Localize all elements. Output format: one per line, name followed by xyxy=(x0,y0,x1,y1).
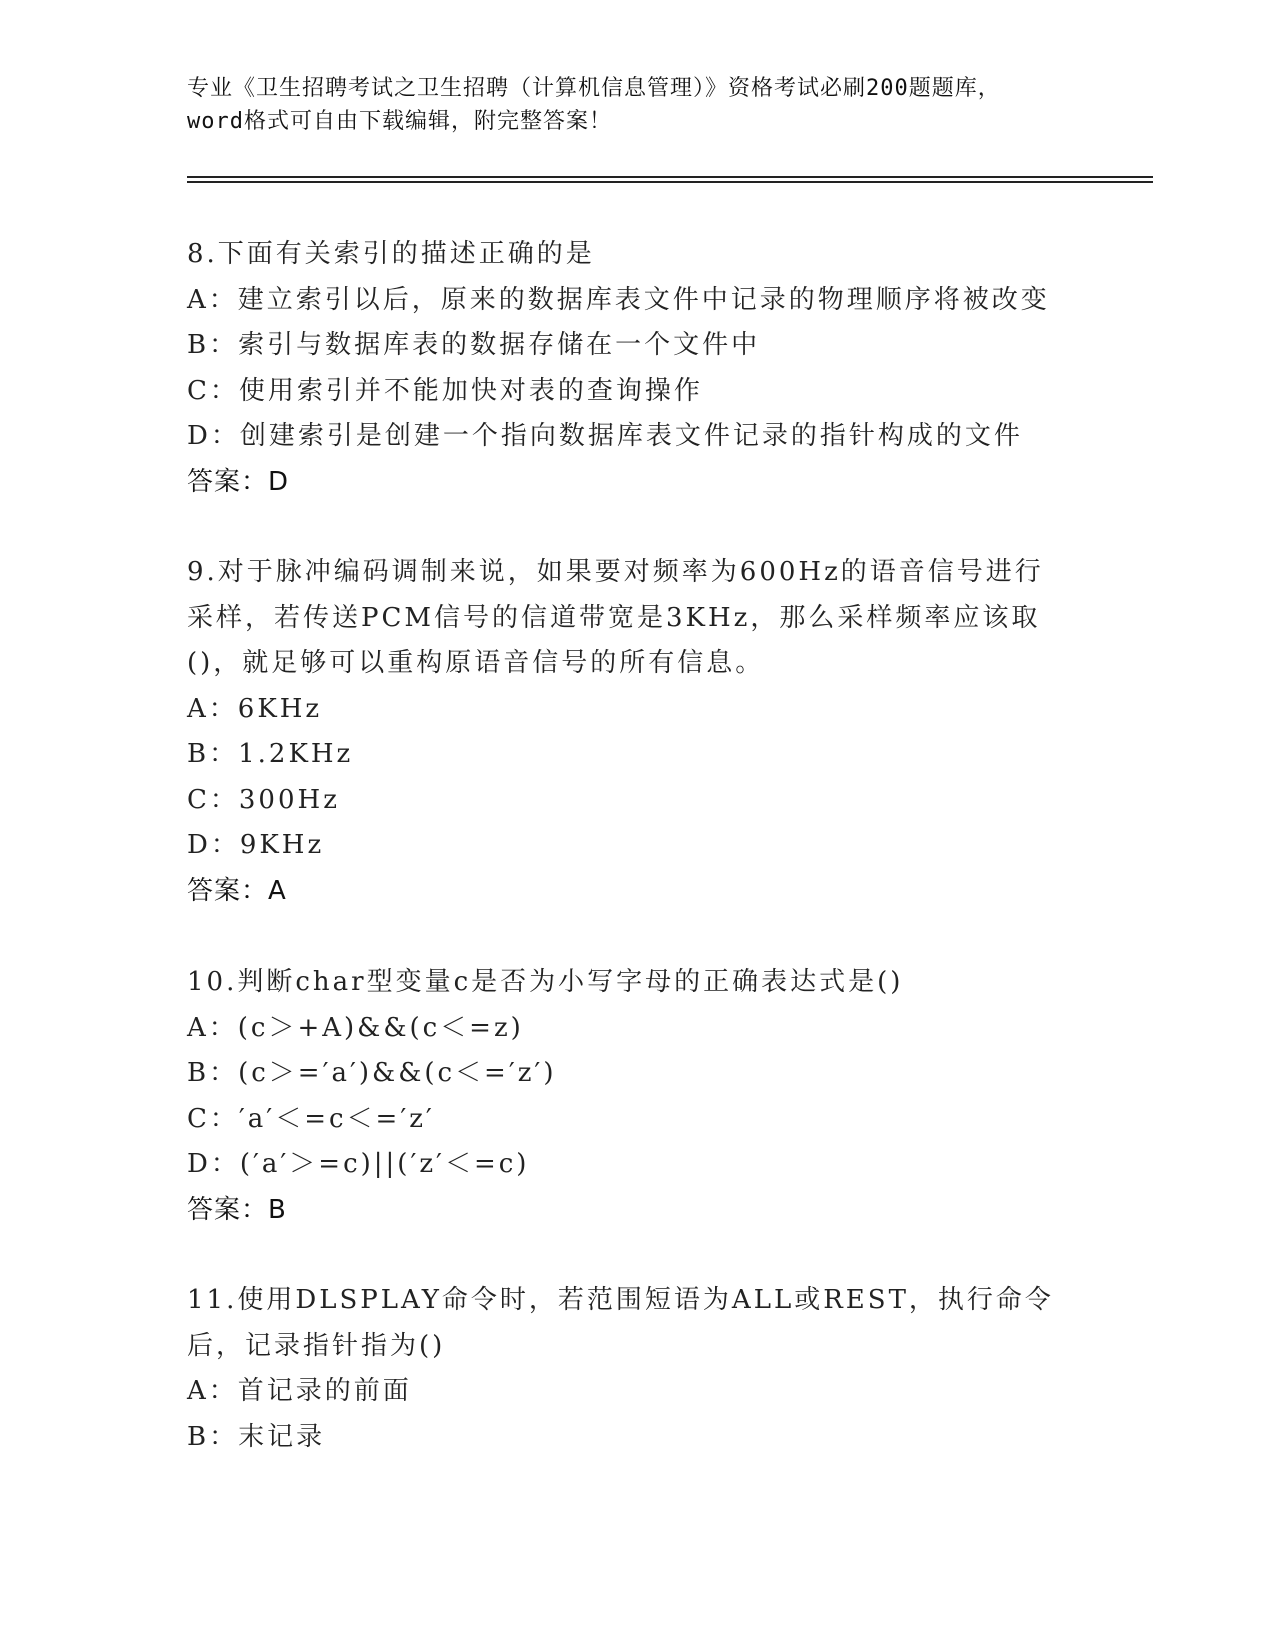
option-d: D：9KHz xyxy=(187,830,325,860)
question-stem: 10.判断char型变量c是否为小写字母的正确表达式是() xyxy=(187,967,904,997)
question-stem: 11.使用DLSPLAY命令时，若范围短语为ALL或REST，执行命令后，记录指针指为() xyxy=(187,1285,1054,1361)
answer: 答案：B xyxy=(187,1194,287,1225)
option-a: A：(c＞+A)&&(c＜=z) xyxy=(187,1012,524,1043)
answer: 答案：A xyxy=(187,875,287,906)
question-8 xyxy=(187,232,1087,505)
question-10 xyxy=(187,960,1087,1233)
header-line-1: 专业《卫生招聘考试之卫生招聘（计算机信息管理）》资格考试必刷200题题库， xyxy=(187,76,1001,101)
option-b: B：(c＞=′a′)&&(c＜=′z′) xyxy=(187,1058,557,1088)
option-c: C：使用索引并不能加快对表的查询操作 xyxy=(187,375,703,406)
option-b: B：末记录 xyxy=(187,1421,326,1452)
option-d: D：创建索引是创建一个指向数据库表文件记录的指针构成的文件 xyxy=(187,421,1023,451)
option-b: B：1.2KHz xyxy=(187,739,354,769)
question-stem: 8.下面有关索引的描述正确的是 xyxy=(187,239,595,269)
answer: 答案：D xyxy=(187,466,290,497)
option-b: B：索引与数据库表的数据存储在一个文件中 xyxy=(187,330,761,360)
question-11 xyxy=(187,1278,1087,1460)
document-header xyxy=(187,72,1087,138)
header-divider-bottom xyxy=(187,181,1153,183)
option-a: A：首记录的前面 xyxy=(187,1376,412,1406)
option-c: C：′a′＜=c＜=′z′ xyxy=(187,1103,435,1134)
option-a: A：建立索引以后，原来的数据库表文件中记录的物理顺序将被改变 xyxy=(187,284,1050,315)
question-stem: 9.对于脉冲编码调制来说，如果要对频率为600Hz的语音信号进行采样，若传送PCM信号的信道带宽是3KHz，那么采样频率应该取()，就足够可以重构原语音信号的所有信息。 xyxy=(187,557,1044,678)
option-d: D：(′a′＞=c)||(′z′＜=c) xyxy=(187,1149,530,1179)
header-divider-top xyxy=(187,176,1153,178)
question-9 xyxy=(187,550,1087,914)
option-c: C：300Hz xyxy=(187,784,340,815)
header-line-2: word格式可自由下载编辑，附完整答案！ xyxy=(187,109,612,134)
option-a: A：6KHz xyxy=(187,693,323,724)
